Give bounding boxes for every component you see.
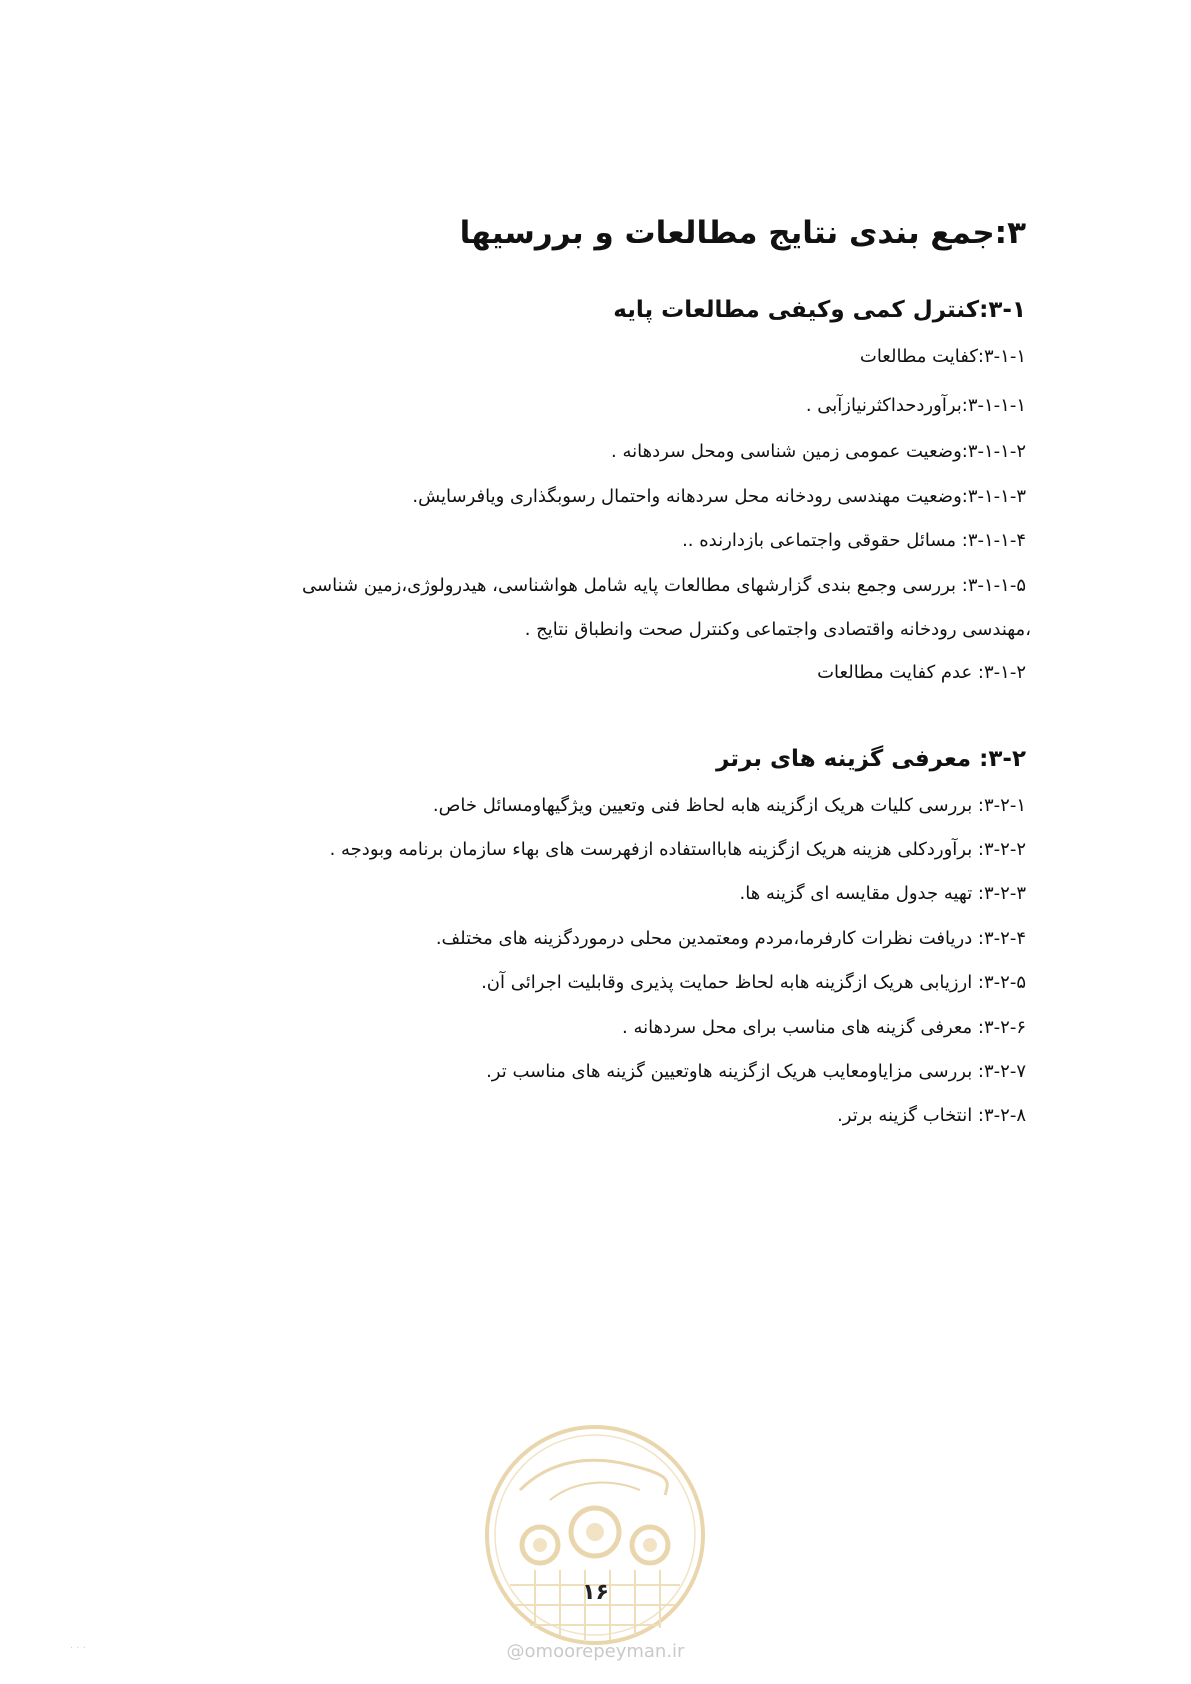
section-2-title: ۳-۲: معرفی گزینه های برتر — [716, 746, 1026, 772]
section-2-item: ۳-۲-۶: معرفی گزینه های مناسب برای محل سردهانه . — [622, 1017, 1026, 1038]
section-1-item: ۳-۱-۱-۲:وضعیت عمومی زمین شناسی ومحل سردهانه . — [611, 441, 1026, 462]
section-2-item: ۳-۲-۲: برآوردکلی هزینه هریک ازگزینه هابااستفاده ازفهرست های بهاء سازمان برنامه وبودجه . — [329, 839, 1026, 860]
section-1-item: ۳-۱-۱-۳:وضعیت مهندسی رودخانه محل سردهانه واحتمال رسوبگذاری ویافرسایش. — [412, 486, 1026, 507]
main-heading: ۳:جمع بندی نتایج مطالعات و بررسیها — [459, 215, 1026, 251]
section-1-item: ۳-۱-۱-۴: مسائل حقوقی واجتماعی بازدارنده .. — [682, 530, 1026, 551]
section-2-item: ۳-۲-۷: بررسی مزایاومعایب هریک ازگزینه هاوتعیین گزینه های مناسب تر. — [486, 1061, 1026, 1082]
website-watermark: @omoorepeyman.ir — [506, 1641, 685, 1662]
watermark-seal-logo — [480, 1420, 710, 1650]
section-2-item: ۳-۲-۸: انتخاب گزینه برتر. — [837, 1105, 1026, 1126]
section-1-item: ۳-۱-۱-۱:برآوردحداکثرنیازآبی . — [805, 395, 1026, 416]
section-2-item: ۳-۲-۳: تهیه جدول مقایسه ای گزینه ها. — [739, 883, 1026, 904]
section-1-item: ۳-۱-۱:کفایت مطالعات — [859, 346, 1026, 367]
section-2-item: ۳-۲-۴: دریافت نظرات کارفرما،مردم ومعتمدین محلی درموردگزینه های مختلف. — [435, 928, 1026, 949]
section-1-title: ۳-۱:کنترل کمی وکیفی مطالعات پایه — [613, 297, 1026, 323]
section-1-item: ۳-۱-۱-۵: بررسی وجمع بندی گزارشهای مطالعات پایه شامل هواشناسی، هیدرولوژی،زمین شناسی — [302, 575, 1026, 596]
section-2-item: ۳-۲-۱: بررسی کلیات هریک ازگزینه هابه لحاظ فنی وتعیین ویژگیهاومسائل خاص. — [432, 795, 1026, 816]
section-1-item-continued: ،مهندسی رودخانه واقتصادی واجتماعی وکنترل صحت وانطباق نتایج . — [524, 619, 1031, 640]
section-1-item: ۳-۱-۲: عدم کفایت مطالعات — [817, 662, 1026, 683]
page-number: ۱۶ — [582, 1580, 609, 1605]
scan-specks: · · · — [70, 1643, 86, 1654]
section-2-item: ۳-۲-۵: ارزیابی هریک ازگزینه هابه لحاظ حمایت پذیری وقابلیت اجرائی آن. — [481, 972, 1026, 993]
